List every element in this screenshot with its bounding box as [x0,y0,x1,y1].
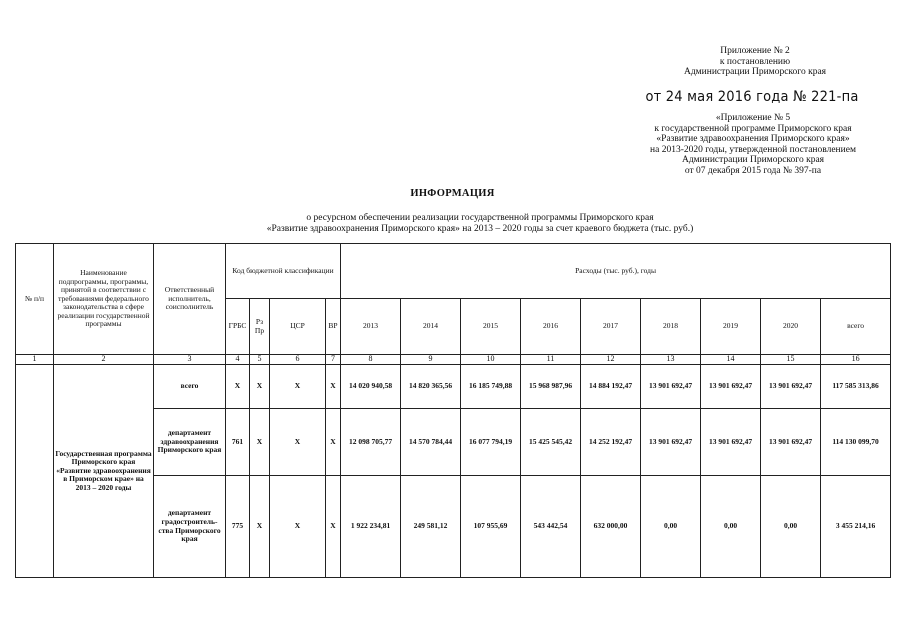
col-header-csr: ЦСР [270,299,326,355]
value-2020: 13 901 692,47 [761,365,821,409]
col-number: 5 [250,355,270,365]
annex-5-line: «Развитие здравоохранения Приморского края» [656,134,850,144]
col-header-grbs: ГРБС [226,299,250,355]
value-2016: 15 968 987,96 [521,365,581,409]
subtitle-line: о ресурсном обеспечении реализации государственной программы Приморского края [306,213,654,223]
col-header-2020: 2020 [761,299,821,355]
grbs-cell: 761 [226,409,250,476]
value-2018: 13 901 692,47 [641,409,701,476]
col-number: 16 [821,355,891,365]
value-2017: 632 000,00 [581,476,641,578]
col-header-expenses-group: Расходы (тыс. руб.), годы [341,244,891,299]
col-header-vr: ВР [326,299,341,355]
annex-5-line: на 2013-2020 годы, утвержденной постановлением [650,144,856,155]
col-header-rzpr: Рз Пр [250,299,270,355]
value-total: 3 455 214,16 [821,476,891,578]
col-header-total: всего [821,299,891,355]
value-2016: 15 425 545,42 [521,409,581,476]
annex-5-line: от 07 декабря 2015 года № 397-па [684,165,822,176]
vr-cell: X [326,409,341,476]
col-header-name: Наименование подпрограммы, программы, принятой в соответствии с требованиями федерального законодательства в сфере реализации государственной программы [54,244,154,355]
value-2019: 0,00 [701,476,761,578]
csr-cell: X [270,476,326,578]
program-name-cell: Государственная программа Приморского края «Развитие здравоохранения в Приморском крае» на 2013 – 2020 годы [54,365,154,578]
executor-cell: всего [154,365,226,409]
col-number: 12 [581,355,641,365]
value-2015: 16 077 794,19 [461,409,521,476]
col-number: 9 [401,355,461,365]
value-2017: 14 884 192,47 [581,365,641,409]
annex-5-line: к государственной программе Приморского края [654,123,852,134]
col-header-num: № п/п [16,244,54,355]
col-number: 10 [461,355,521,365]
col-number: 4 [226,355,250,365]
value-2015: 16 185 749,88 [461,365,521,409]
col-number: 11 [521,355,581,365]
value-2018: 0,00 [641,476,701,578]
value-2013: 14 020 940,58 [341,365,401,409]
col-number: 13 [641,355,701,365]
value-2019: 13 901 692,47 [701,365,761,409]
col-header-2019: 2019 [701,299,761,355]
col-header-2017: 2017 [581,299,641,355]
col-number: 8 [341,355,401,365]
table-row [16,365,891,409]
grbs-cell: 775 [226,476,250,578]
value-2020: 13 901 692,47 [761,409,821,476]
rzpr-cell: X [250,409,270,476]
value-2018: 13 901 692,47 [641,365,701,409]
vr-cell: X [326,365,341,409]
col-number: 7 [326,355,341,365]
subtitle-line: «Развитие здравоохранения Приморского края» на 2013 – 2020 годы за счет краевого бюджета (тыс. руб.) [266,224,694,234]
csr-cell: X [270,409,326,476]
grbs-cell: X [226,365,250,409]
rzpr-cell: X [250,365,270,409]
annex-2-line: Администрации Приморского края [683,67,827,77]
annex-5-line: Администрации Приморского края [681,155,825,165]
value-2017: 14 252 192,47 [581,409,641,476]
col-header-2016: 2016 [521,299,581,355]
executor-cell: департамент градостроитель- ства Приморского края [154,476,226,578]
decree-date-number: от 24 мая 2016 года № 221-па [645,89,859,105]
col-number: 3 [154,355,226,365]
value-2013: 12 098 705,77 [341,409,401,476]
col-header-budget-group: Код бюджетной классификации [226,244,341,299]
vr-cell: X [326,476,341,578]
col-header-2015: 2015 [461,299,521,355]
col-number: 6 [270,355,326,365]
col-header-2013: 2013 [341,299,401,355]
col-header-2014: 2014 [401,299,461,355]
value-2013: 1 922 234,81 [341,476,401,578]
value-2014: 249 581,12 [401,476,461,578]
row-number-cell [16,365,54,578]
annex-2-line: Приложение № 2 [720,46,790,56]
col-number: 15 [761,355,821,365]
col-number: 2 [54,355,154,365]
value-2014: 14 820 365,56 [401,365,461,409]
col-number: 1 [16,355,54,365]
col-number: 14 [701,355,761,365]
rzpr-cell: X [250,476,270,578]
annex-2-line: к постановлению [719,56,791,67]
executor-cell: департамент здравоохранения Приморского края [154,409,226,476]
value-2020: 0,00 [761,476,821,578]
annex-5-block [612,113,894,176]
annex-2-block [640,46,870,78]
annex-5-line: «Приложение № 5 [715,113,791,123]
csr-cell: X [270,365,326,409]
col-header-2018: 2018 [641,299,701,355]
document-title: ИНФОРМАЦИЯ [410,188,495,199]
document-subtitle [180,213,780,235]
value-2014: 14 570 784,44 [401,409,461,476]
value-2015: 107 955,69 [461,476,521,578]
value-2016: 543 442,54 [521,476,581,578]
value-total: 117 585 313,86 [821,365,891,409]
col-header-executor: Ответственный исполнитель, соисполнитель [154,244,226,355]
value-total: 114 130 099,70 [821,409,891,476]
value-2019: 13 901 692,47 [701,409,761,476]
resource-table [15,243,891,578]
